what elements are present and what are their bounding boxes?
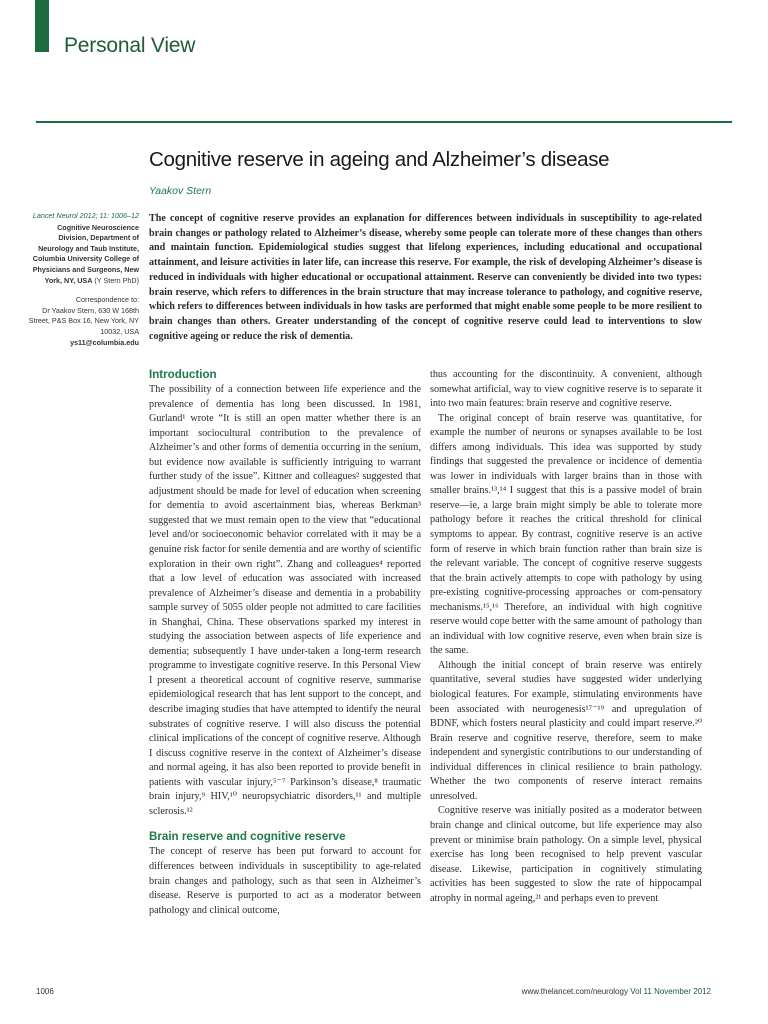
- affiliation: [28, 223, 139, 287]
- article-title: Cognitive reserve in ageing and Alzheimer’s disease: [149, 148, 610, 171]
- body-column-left: [149, 368, 421, 918]
- journal-volume: Vol 11: [630, 987, 652, 996]
- citation: Lancet Neurol 2012; 11: 1006–12: [32, 211, 139, 220]
- right-paragraph-4: Cognitive reserve was initially posited as a moderator between brain change and clinical outcome, but life experience may also prevent or minimise brain pathology. On a simple level, physical exercise has long been recognised to help prevent vascular disease. Likewise, participation in cognitively stimulating activities has been suggested to slow the rate of hippocampal atrophy in normal ageing,²¹ and perhaps even to prevent: [430, 805, 702, 904]
- body-column-right: [430, 368, 702, 906]
- journal-url[interactable]: www.thelancet.com/neurology: [521, 987, 628, 996]
- article-author: Yaakov Stern: [149, 185, 212, 197]
- journal-date: November 2012: [654, 987, 711, 996]
- header-rule: [36, 121, 732, 123]
- intro-paragraph: The possibility of a connection between life experience and the prevalence of dementia has long been discussed. In 1981, Gurland¹ wrote “It is still an open matter whether there is an important sociocultural contribution to the prevalence of Alzheimer’s and other forms of dementia occurring in the senium, but evidence now available is sufficiently intriguing to warrant further study of the issue”. Kittner and colleagues² suggested that adjustment should be made for level of education when screening for dementia to avoid ascertainment bias, whereas Berkman³ suggested that we must remain open to the view that “educational level and/or socioeconomic behavior correlated with it may be a genuine risk factor for senile dementia and are worthy of scientific exploration in their own right”. Zhang and colleagues⁴ reported that a low level of education was associated with increased prevalence of Alzheimer’s disease and dementia in a probability sample survey of 5055 older people not admitted to care facilities in Shanghai, China. These observations sparked my interest in studying the association between aspects of life experience and dementia; subsequently I have under-taken a long-term research programme to investigate cognitive reserve. In this Personal View I present a theoretical account of cognitive reserve, summarise epidemiological research that has lent support to the concept, and describe imaging studies that have attempted to identify the neural substrates of cognitive reserve. I will also discuss the potential clinical implications of the concept of cognitive reserve. Although I discuss cognitive reserve in the context of Alzheimer’s disease and normal ageing, it has also been reported to provide benefit in patients with vascular injury,⁵⁻⁷ Parkinson’s disease,⁸ traumatic brain injury,⁹ HIV,¹⁰ neuropsychiatric disorders,¹¹ and multiple sclerosis.¹²: [149, 384, 421, 817]
- article-sidebar: [28, 211, 139, 348]
- page-number: 1006: [36, 987, 54, 996]
- correspondence-email[interactable]: ys11@columbia.edu: [70, 337, 139, 347]
- affiliation-person: (Y Stern PhD): [92, 275, 139, 285]
- abstract: The concept of cognitive reserve provides an explanation for differences between individuals in susceptibility to age-related brain changes or pathology related to Alzheimer’s disease, whereby some people can tolerate more of these changes than others and maintain function. Epidemiological studies suggest that lifelong experiences, including educational and occupational attainment, and leisure activities in later life, can increase this reserve. For example, the risk of developing Alzheimer’s disease is reduced in individuals with higher educational or occupational attainment. Reserve can conveniently be divided into two types: brain reserve, which refers to differences in the brain structure that may increase tolerance to pathology, and cognitive reserve, which refers to differences between individuals in how tasks are performed that might enable some people to be more resilient to brain changes than others. Greater understanding of the concept of cognitive reserve could lead to interventions to slow cognitive ageing or reduce the risk of dementia.: [149, 213, 702, 342]
- right-paragraph-3: Although the initial concept of brain reserve was entirely quantitative, several studies have suggested wider underlying biological features. For example, stimulating environments have been associated with neurogenesis¹⁷⁻¹⁹ and upregulation of BDNF, which fosters neural plasticity and could impart reserve.²⁰ Brain reserve and cognitive reserve, therefore, seem to make independent and synergistic contributions to our understanding of individual differences in clinical resilience to brain pathology. Whether the two components of reserve interact remains unresolved.: [430, 659, 702, 802]
- right-paragraph-2: The original concept of brain reserve was quantitative, for example the number of neurons or synapses available to be lost differs among individuals. This idea was supported by study findings that suggested the prevalence or incidence of dementia was lower in individuals with larger brains than in those with smaller brains.¹³,¹⁴ I suggest that this is a passive model of brain reserve—ie, a large brain might simply be able to tolerate more pathology before it reaches the critical threshold for clinical symptoms to appear. By contrast, cognitive reserve is an active form of reserve in which brain function rather than brain size is the relevant variable. The concept of cognitive reserve suggests that the brain actively attempts to cope with pathology by using pre-existing cognitive-processing approaches or com-pensatory mechanisms.¹⁵,¹⁶ Therefore, an individual with high cognitive reserve would cope better with the same amount of pathology than an individual with low cognitive reserve, even when brain size is the same.: [430, 412, 702, 657]
- correspondence-address: Dr Yaakov Stern, 630 W 168th Street, P&S Box 16, New York, NY 10032, USA: [28, 305, 139, 336]
- heading-brain-reserve: Brain reserve and cognitive reserve: [149, 830, 346, 844]
- brain-reserve-paragraph: The concept of reserve has been put forward to account for differences between individuals in susceptibility to age-related brain changes and pathology, such as that seen in Alzheimer’s disease. Reserve is purported to act as a moderator between pathology and clinical outcome,: [149, 846, 421, 916]
- section-label: Personal View: [64, 34, 196, 57]
- section-color-bar: [35, 0, 49, 52]
- heading-introduction: Introduction: [149, 368, 217, 381]
- affiliation-text: Cognitive Neuroscience Division, Department of Neurology and Taub Institute, Columbia University College of Physicians and Surgeons, New York, NY, USA: [32, 222, 139, 285]
- correspondence-label: Correspondence to:: [75, 295, 139, 305]
- right-paragraph-1: thus accounting for the discontinuity. A convenient, although somewhat artificial, way to view cognitive reserve is to separate it into two main features: brain reserve and cognitive reserve.: [430, 369, 702, 410]
- journal-footer: [522, 987, 711, 996]
